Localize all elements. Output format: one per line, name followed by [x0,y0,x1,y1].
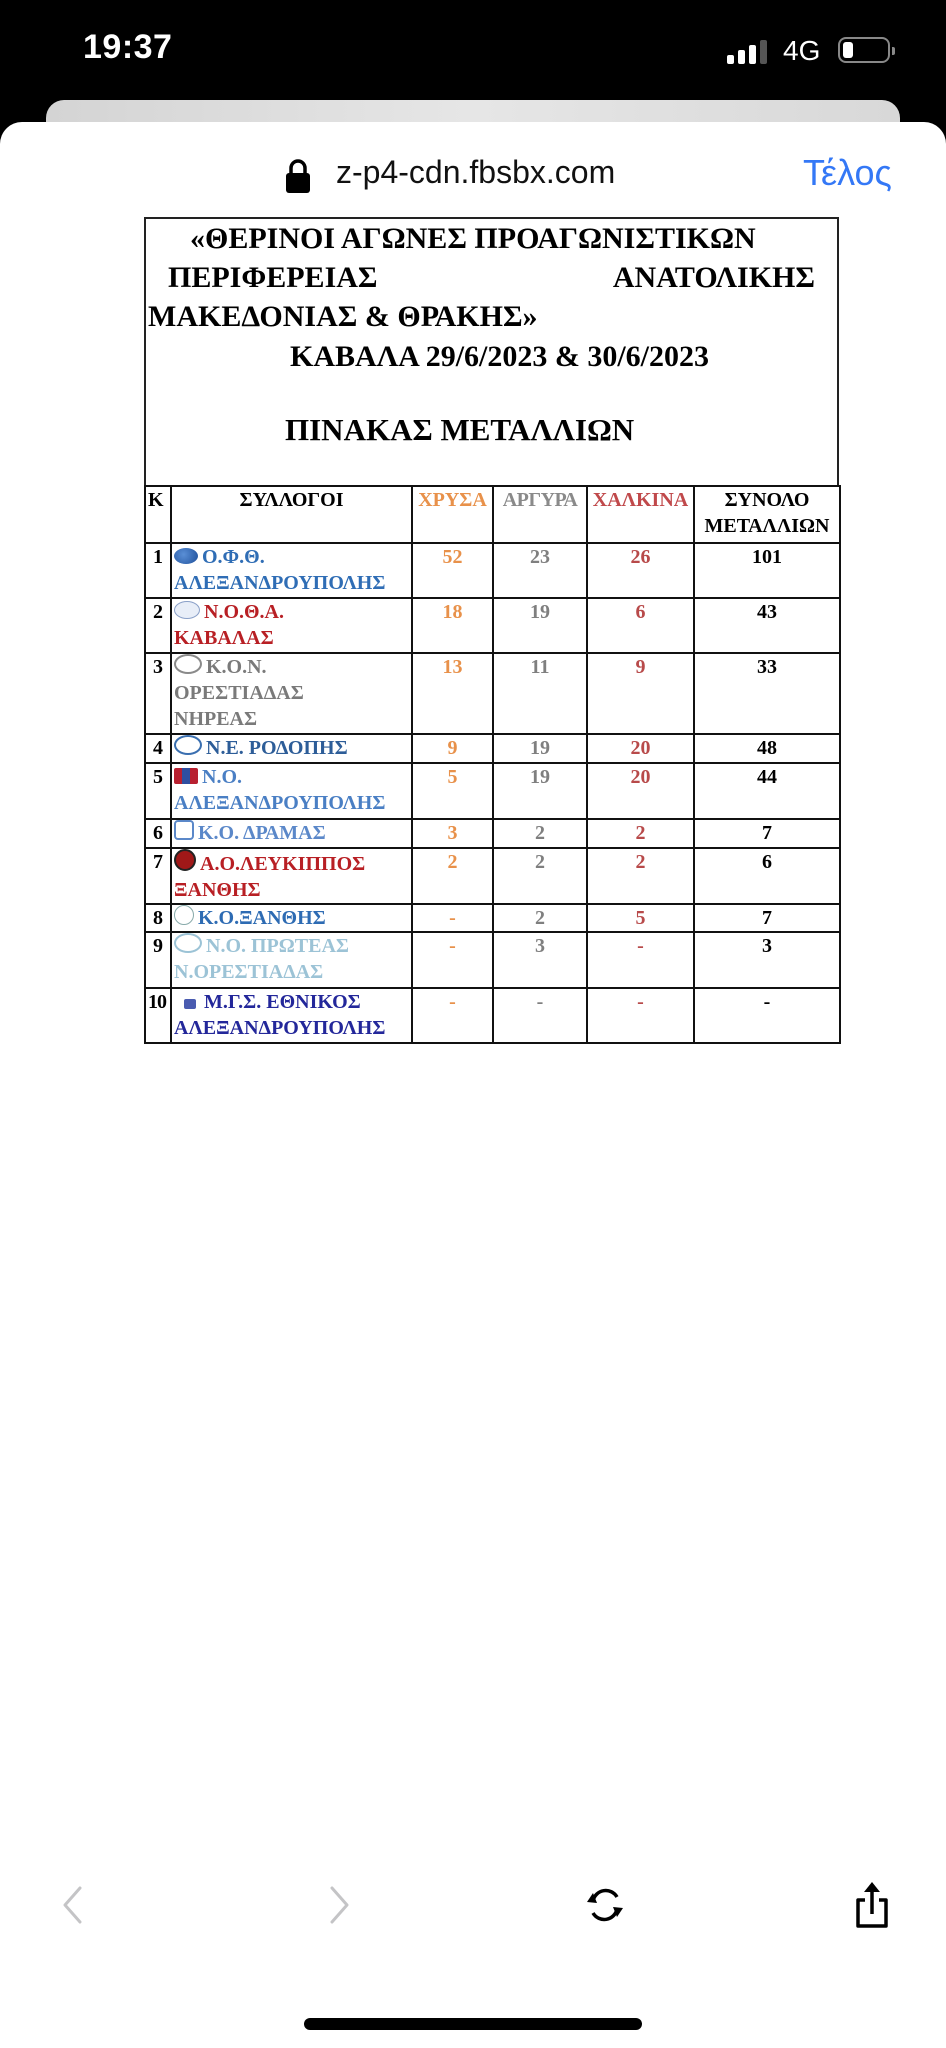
total-count: 3 [694,932,840,988]
battery-icon [838,37,890,63]
silver-count: 2 [493,904,587,932]
club-name-line-3: ΝΗΡΕΑΣ [174,708,258,730]
rank-cell: 5 [145,763,171,819]
rank-cell: 1 [145,543,171,598]
title-line-2-left: ΠΕΡΙΦΕΡΕΙΑΣ [168,261,378,294]
rank-cell: 8 [145,904,171,932]
rank-cell: 2 [145,598,171,653]
total-count: 48 [694,734,840,763]
club-name-line-1: Ν.Ε. ΡΟΔΟΠΗΣ [206,737,348,759]
club-name-line-1: Μ.Γ.Σ. ΕΘΝΙΚΟΣ [204,991,361,1013]
silver-count: 19 [493,598,587,653]
club-cell [171,848,412,904]
circle-logo-icon [174,735,202,755]
bronze-count: 6 [587,598,694,653]
bronze-count: - [587,932,694,988]
gold-count: 3 [412,819,493,848]
silver-count: 11 [493,653,587,734]
silver-count: 19 [493,734,587,763]
gold-count: - [412,904,493,932]
table-row [145,988,840,1043]
club-cell [171,598,412,653]
club-cell [171,988,412,1043]
header-total: ΣΥΝΟΛΟ ΜΕΤΑΛΛΙΩΝ [694,486,840,543]
home-indicator [304,2018,642,2030]
silver-count: 2 [493,819,587,848]
total-count: 44 [694,763,840,819]
club-name-line-1: Ο.Φ.Θ. [202,546,265,568]
status-time: 19:37 [83,28,173,66]
share-icon [852,1880,892,1930]
gold-count: 5 [412,763,493,819]
gold-count: - [412,988,493,1043]
club-name-line-1: Α.Ο.ΛΕΥΚΙΠΠΟΣ [200,853,366,875]
lock-icon [285,158,311,194]
done-button[interactable]: Τέλος [803,152,892,193]
club-cell [171,763,412,819]
silver-count: 23 [493,543,587,598]
silver-count: - [493,988,587,1043]
silver-count: 3 [493,932,587,988]
forward-button[interactable] [310,1870,370,1940]
title-line-2-right: ΑΝΑΤΟΛΙΚΗΣ [612,261,815,294]
oval-logo-icon [174,654,202,674]
rank-cell: 10 [145,988,171,1043]
rank-cell: 9 [145,932,171,988]
bronze-count: 2 [587,819,694,848]
cellular-signal-icon [727,40,769,64]
title-line-3: ΜΑΚΕΔΟΝΙΑΣ & ΘΡΑΚΗΣ» [148,300,538,333]
table-row [145,819,840,848]
url-text[interactable]: z-p4-cdn.fbsbx.com [336,154,616,190]
rank-cell: 6 [145,819,171,848]
club-cell [171,734,412,763]
url-bar [0,122,946,232]
rank-cell: 4 [145,734,171,763]
chevron-right-icon [328,1886,352,1924]
gold-count: 13 [412,653,493,734]
document-title-box [144,217,839,485]
bronze-count: 26 [587,543,694,598]
club-name-line-2: ΞΑΝΘΗΣ [174,879,261,901]
club-name-line-2: ΟΡΕΣΤΙΑΔΑΣ [174,682,304,704]
gold-count: 18 [412,598,493,653]
table-row [145,932,840,988]
total-count: 6 [694,848,840,904]
table-row [145,848,840,904]
header-bronze [587,486,694,543]
back-button[interactable] [42,1870,102,1940]
network-type: 4G [783,35,821,66]
bronze-count: 2 [587,848,694,904]
title-location-dates: ΚΑΒΑΛΑ 29/6/2023 & 30/6/2023 [290,340,710,373]
header-rank: Κ [145,486,171,543]
silver-count: 2 [493,848,587,904]
wave-logo-icon [174,548,198,564]
club-name-line-2: ΚΑΒΑΛΑΣ [174,627,274,649]
table-row [145,598,840,653]
gold-count: 9 [412,734,493,763]
rank-cell: 3 [145,653,171,734]
total-count: 7 [694,819,840,848]
club-name-line-2: ΑΛΕΞΑΝΔΡΟΥΠΟΛΗΣ [174,1017,386,1039]
chevron-left-icon [60,1886,84,1924]
title-line-1: «ΘΕΡΙΝΟΙ ΑΓΩΝΕΣ ΠΡΟΑΓΩΝΙΣΤΙΚΩΝ [190,222,756,255]
total-count: 43 [694,598,840,653]
club-name-line-1: Κ.Ο.Ν. [206,656,267,678]
club-name-line-1: Ν.Ο. [202,766,242,788]
table-row [145,734,840,763]
gold-count: - [412,932,493,988]
table-row [145,763,840,819]
table-header-row [145,486,840,543]
header-silver: ΑΡΓΥΡΑ [493,486,587,543]
header-gold [412,486,493,543]
gold-count: 2 [412,848,493,904]
club-name-line-1: Κ.Ο. ΔΡΑΜΑΣ [198,822,326,844]
bronze-count: 5 [587,904,694,932]
trident-logo-icon [174,933,202,953]
reload-icon [581,1881,629,1929]
total-count: - [694,988,840,1043]
medal-document [144,217,839,1044]
emblem-logo-icon [184,999,196,1009]
table-row [145,543,840,598]
share-button[interactable] [842,1870,902,1940]
club-name-line-2: ΑΛΕΞΑΝΔΡΟΥΠΟΛΗΣ [174,572,386,594]
club-name-line-2: ΑΛΕΞΑΝΔΡΟΥΠΟΛΗΣ [174,792,386,814]
bronze-count: 20 [587,763,694,819]
table-row [145,653,840,734]
bronze-count: - [587,988,694,1043]
club-cell [171,819,412,848]
flag-logo-icon [174,768,198,784]
horse-logo-icon [174,849,196,871]
status-bar [0,0,946,100]
medal-table [144,485,841,1044]
club-name-line-2: Ν.ΟΡΕΣΤΙΑΔΑΣ [174,961,324,983]
club-cell [171,932,412,988]
header-gold-label: ΧΡΥΣΑ [418,489,487,511]
club-cell [171,904,412,932]
total-count: 33 [694,653,840,734]
reload-button[interactable] [575,1870,635,1940]
total-count: 7 [694,904,840,932]
shield-logo-icon [174,601,200,619]
club-name-line-1: Ν.Ο.Θ.Α. [204,601,284,623]
header-bronze-label: ΧΑΛΚΙΝΑ [592,489,689,511]
gold-count: 52 [412,543,493,598]
document-subtitle: ΠΙΝΑΚΑΣ ΜΕΤΑΛΛΙΩΝ [285,412,635,447]
browser-toolbar [0,1870,946,1950]
table-row [145,904,840,932]
silver-count: 19 [493,763,587,819]
club-cell [171,653,412,734]
bronze-count: 20 [587,734,694,763]
club-cell [171,543,412,598]
header-club: ΣΥΛΛΟΓΟΙ [171,486,412,543]
badge-logo-icon [174,820,194,840]
total-count: 101 [694,543,840,598]
club-name-line-1: Ν.Ο. ΠΡΩΤΕΑΣ [206,935,349,957]
bronze-count: 9 [587,653,694,734]
round-logo-icon [174,905,194,925]
club-name-line-1: Κ.Ο.ΞΑΝΘΗΣ [198,907,326,929]
rank-cell: 7 [145,848,171,904]
